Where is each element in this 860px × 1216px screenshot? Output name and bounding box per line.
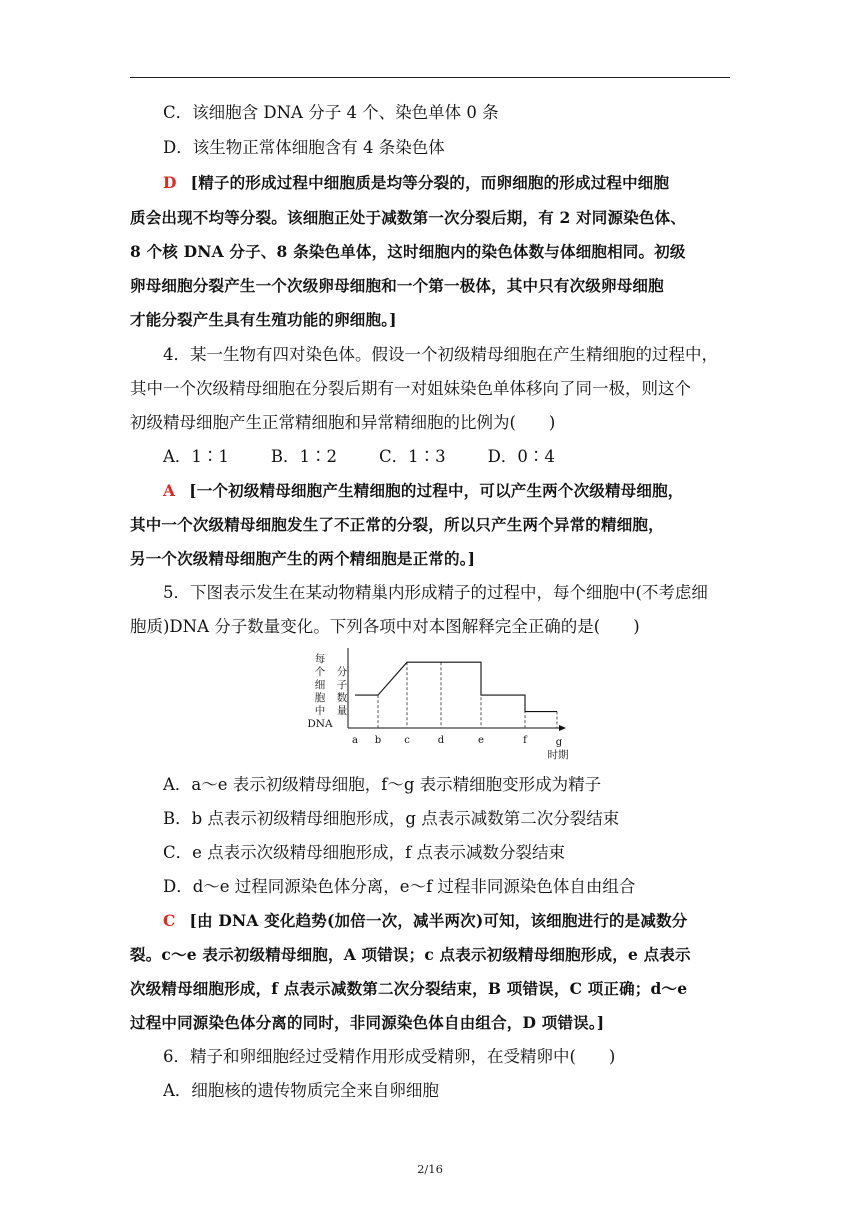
q4-stem-line-2: 其中一个次级精母细胞在分裂后期有一对姐妹染色单体移向了同一极，则这个 <box>130 379 691 398</box>
q5-answer-line-4: 过程中同源染色体分离的同时，非同源染色体自由组合，D 项错误。] <box>130 1013 605 1032</box>
header-rule <box>130 77 730 78</box>
q3-answer-line-1 <box>163 172 730 194</box>
q5-answer-key: C <box>163 911 176 930</box>
q3-answer-line-3: 8 个核 DNA 分子、8 条染色单体，这时细胞内的染色体数与体细胞相同。初级 <box>130 242 686 261</box>
q5-stem-line-1: 5．下图表示发生在某动物精巢内形成精子的过程中，每个细胞中(不考虑细 <box>163 583 708 602</box>
q6-option-a: A．细胞核的遗传物质完全来自卵细胞 <box>163 1081 439 1100</box>
q3-answer-line-5: 才能分裂产生具有生殖功能的卵细胞。] <box>130 310 397 329</box>
svg-text:数: 数 <box>336 692 348 704</box>
q4-stem-line-3: 初级精母细胞产生正常精细胞和异常精细胞的比例为( ) <box>130 413 556 432</box>
q3-option-d: D．该生物正常体细胞含有 4 条染色体 <box>163 138 445 157</box>
q5-option-c: C．e 点表示次级精母细胞形成，f 点表示减数分裂结束 <box>163 843 565 862</box>
q6-stem: 6．精子和卵细胞经过受精作用形成受精卵，在受精卵中( ) <box>163 1047 616 1066</box>
q4-options <box>163 446 730 468</box>
q4-answer-line-1 <box>163 480 730 502</box>
q4-answer-line-2: 其中一个次级精母细胞发生了不正常的分裂，所以只产生两个异常的精细胞， <box>130 515 664 534</box>
dna-series-line <box>355 662 557 711</box>
svg-text:细: 细 <box>314 679 326 691</box>
q4-answer-text: [一个初级精母细胞产生精细胞的过程中，可以产生两个次级精母细胞， <box>189 481 684 500</box>
x-tick-label-f: f <box>523 735 527 746</box>
y-axis-label-inner <box>337 665 348 717</box>
x-tick-label-g: g <box>555 737 563 748</box>
x-tick-label-c: c <box>404 735 410 746</box>
q5-option-a: A．a～e 表示初级精母细胞，f～g 表示精细胞变形成为精子 <box>163 775 602 794</box>
q3-answer-text: [精子的形成过程中细胞质是均等分裂的，而卵细胞的形成过程中细胞 <box>190 173 670 192</box>
svg-text:子: 子 <box>336 679 348 691</box>
q5-answer-line-2: 裂。c～e 表示初级精母细胞，A 项错误；c 点表示初级精母细胞形成，e 点表示 <box>130 945 691 964</box>
svg-text:每: 每 <box>314 653 326 665</box>
q4-option-c: C．1∶3 <box>379 447 446 466</box>
x-axis-label: 时期 <box>547 749 569 761</box>
q4-option-d: D．0∶4 <box>487 447 555 466</box>
y-axis-label-left <box>307 652 333 730</box>
svg-text:个: 个 <box>314 666 326 678</box>
x-tick-label-d: d <box>437 735 445 746</box>
svg-text:分: 分 <box>336 666 348 678</box>
q3-answer-line-2: 质会出现不均等分裂。该细胞正处于减数第一次分裂后期，有 2 对同源染色体、 <box>130 208 686 227</box>
q3-answer-line-4: 卵母细胞分裂产生一个次级卵母细胞和一个第一极体，其中只有次级卵母细胞 <box>130 276 664 295</box>
q5-option-b: B．b 点表示初级精母细胞形成，g 点表示减数第二次分裂结束 <box>163 809 620 828</box>
x-axis-arrow <box>559 725 566 731</box>
q4-answer-line-3: 另一个次级精母细胞产生的两个精细胞是正常的。] <box>130 549 476 568</box>
dna-chart <box>300 646 600 764</box>
svg-text:DNA: DNA <box>307 718 333 730</box>
q3-option-c: C．该细胞含 DNA 分子 4 个、染色单体 0 条 <box>163 103 499 122</box>
q5-option-d: D．d～e 过程同源染色体分离，e～f 过程非同源染色体自由组合 <box>163 877 636 896</box>
q5-answer-line-1 <box>163 910 730 932</box>
q5-stem-line-2: 胞质)DNA 分子数量变化。下列各项中对本图解释完全正确的是( ) <box>130 617 640 636</box>
q5-answer-line-3: 次级精母细胞形成，f 点表示减数第二次分裂结束，B 项错误，C 项正确；d～e <box>130 979 688 998</box>
svg-text:胞: 胞 <box>314 692 326 704</box>
page-number: 2/16 <box>417 1162 443 1176</box>
x-tick-label-a: a <box>352 735 358 746</box>
q4-stem-line-1: 4．某一生物有四对染色体。假设一个初级精母细胞在产生精细胞的过程中， <box>163 345 718 364</box>
svg-text:中: 中 <box>314 705 326 717</box>
x-tick-label-e: e <box>478 735 484 746</box>
q4-option-a: A．1∶1 <box>163 447 229 466</box>
svg-text:量: 量 <box>336 705 348 717</box>
q5-answer-text: [由 DNA 变化趋势(加倍一次，减半两次)可知，该细胞进行的是减数分 <box>189 911 688 930</box>
q4-answer-key: A <box>163 481 176 500</box>
x-tick-label-b: b <box>374 735 382 746</box>
q3-answer-key: D <box>163 173 177 192</box>
q4-option-b: B．1∶2 <box>270 447 338 466</box>
